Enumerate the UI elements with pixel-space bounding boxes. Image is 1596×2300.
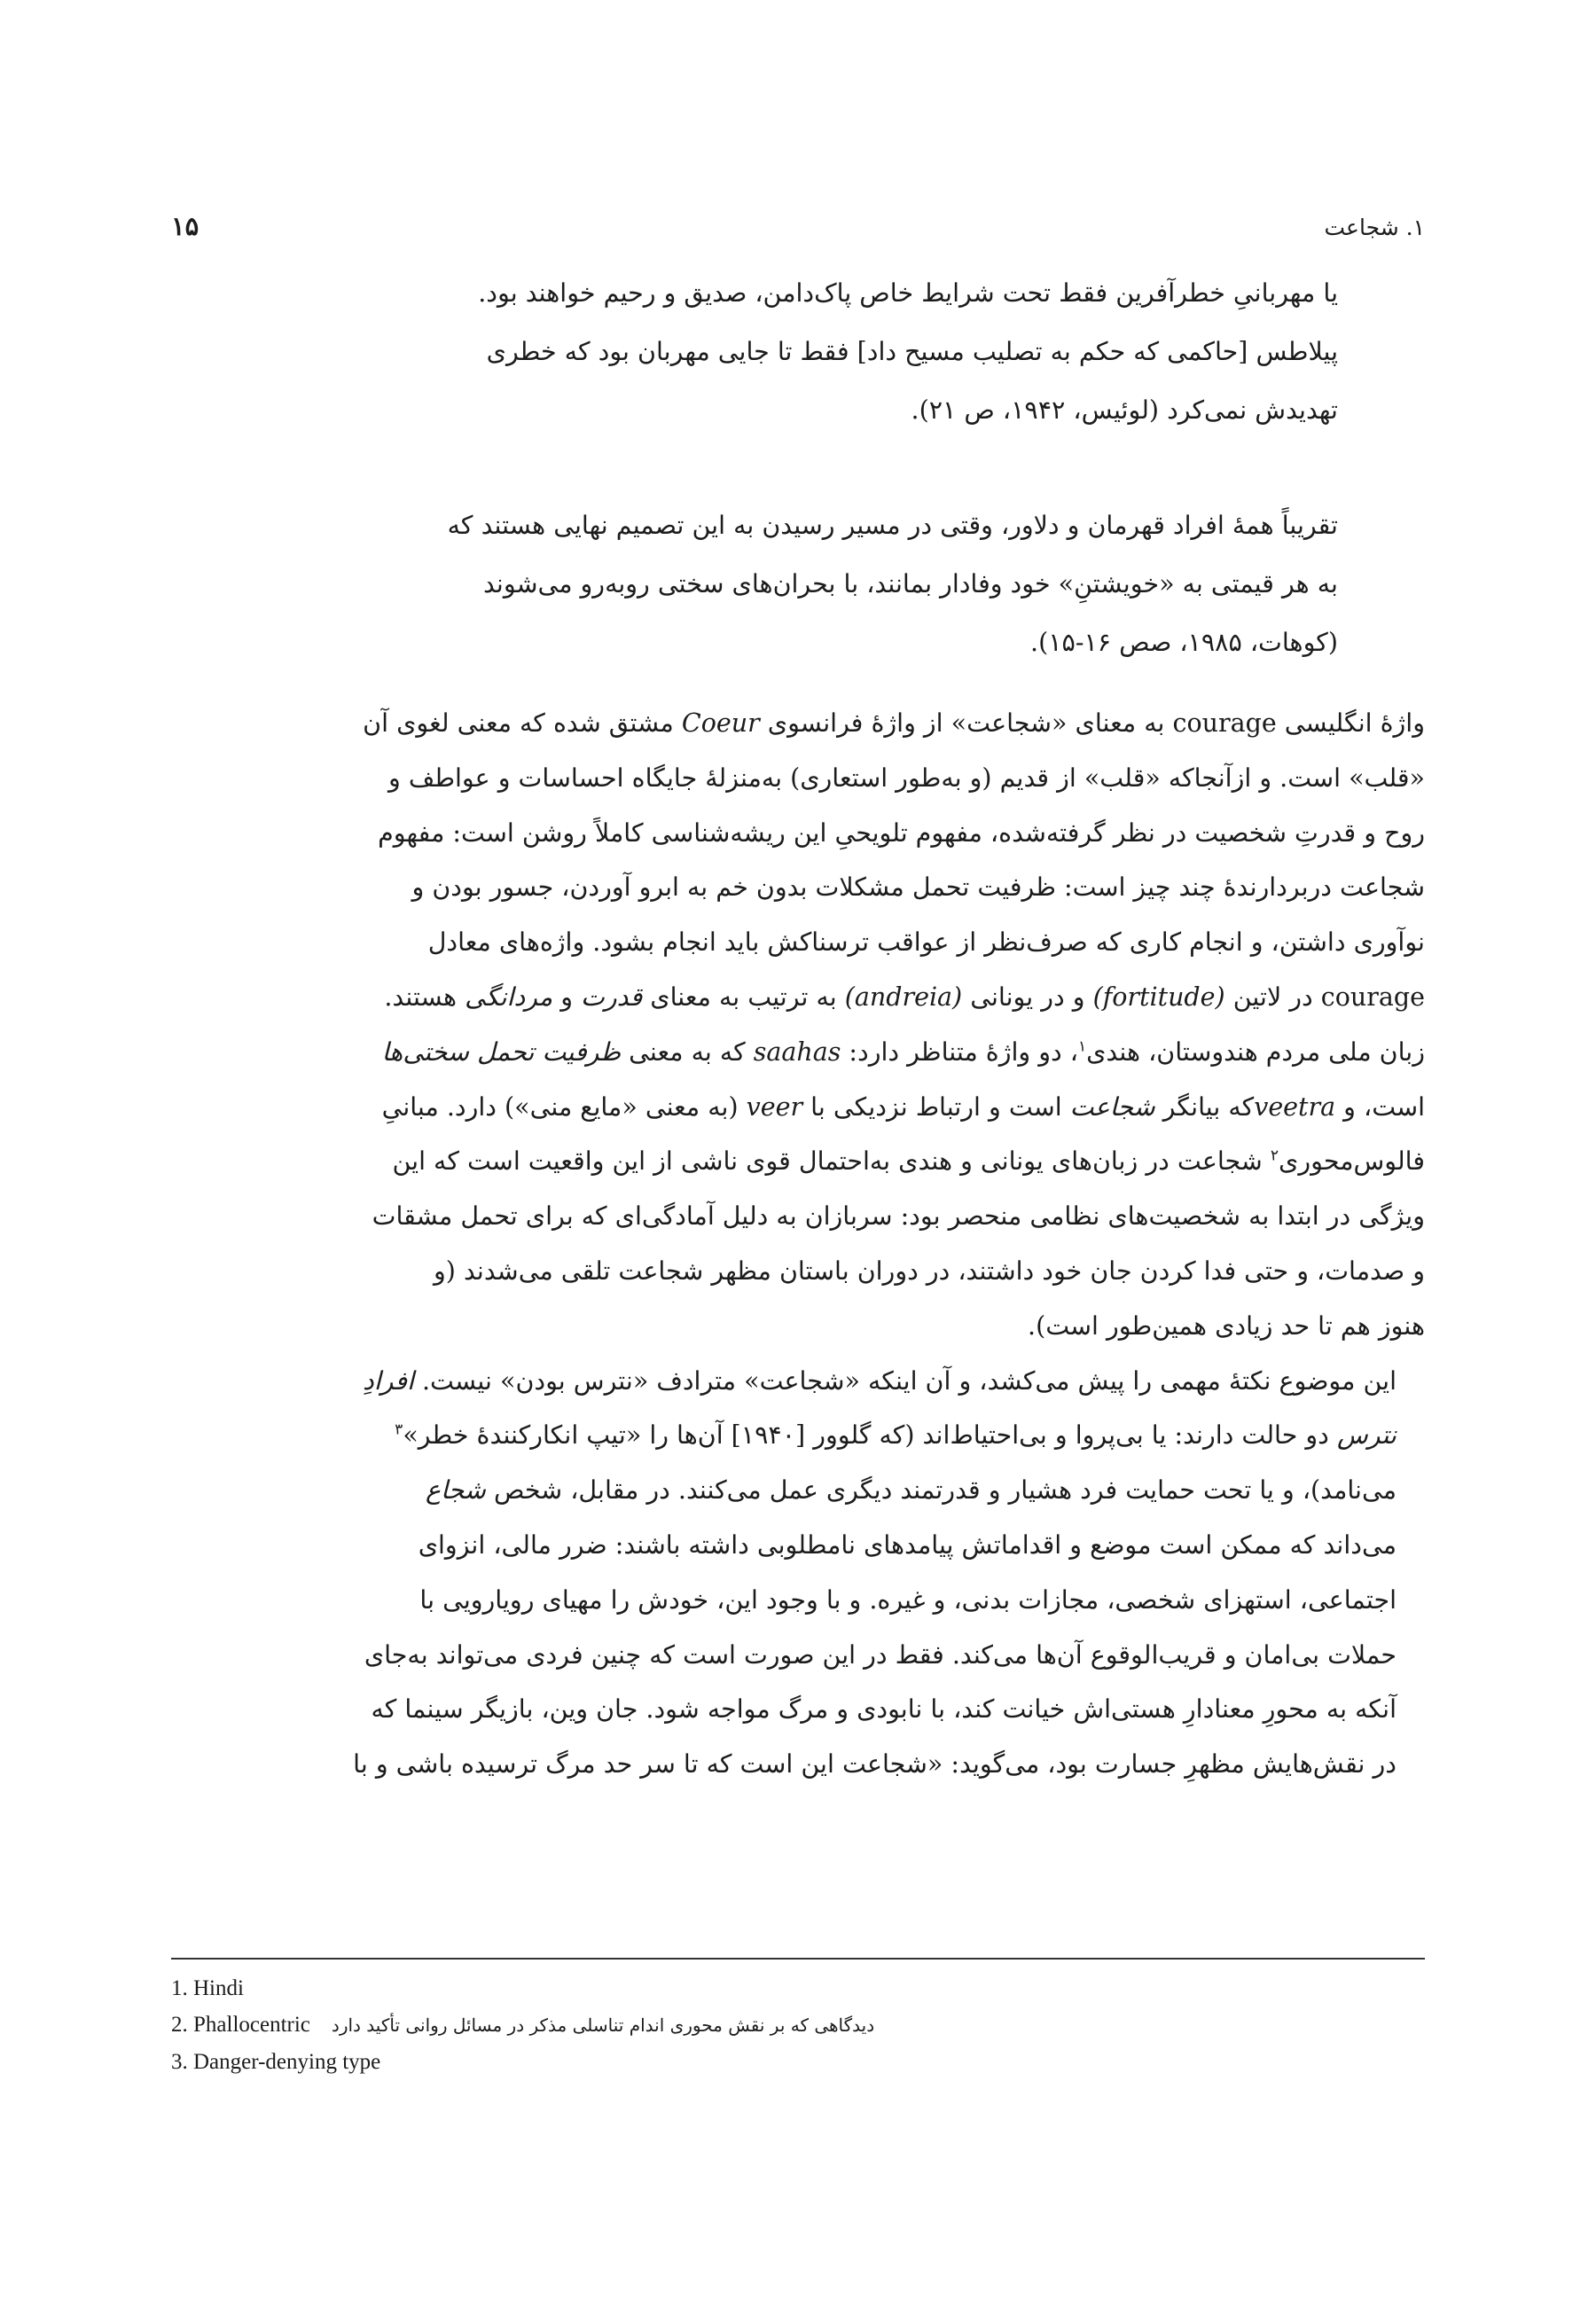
text-line: آنکه به محورِ معنادارِ هستی‌اش خیانت کند، با نابودی و مرگ مواجه شود. جان وین، بازیگر سینما که	[371, 1694, 1396, 1725]
text-line: می‌داند که ممکن است موضع و اقداماتش پیامدهای نامطلوبی داشته باشند: ضرر مالی، انزوای	[418, 1529, 1396, 1560]
text-line: و صدمات، و حتی فدا کردن جان خود داشتند، در دوران باستان مظهر شجاعت تلقی می‌شدند (و	[434, 1256, 1425, 1286]
text-line: شجاعت دربردارندهٔ چند چیز است: ظرفیت تحمل مشکلات بدون خم به ابرو آوردن، جسور بودن و	[411, 872, 1425, 903]
running-header	[171, 211, 1425, 250]
quote-line: به هر قیمتی به «خویشتنِ» خود وفادار بمانند، با بحران‌های سختی روبه‌رو می‌شوند	[482, 569, 1338, 598]
paragraph-fearlessness	[171, 1354, 1425, 1792]
text-line: است، و veetraکه بیانگر شجاعت است و ارتباط نزدیکی با veer (به معنی «مایع منی») دارد. مبانیِ	[381, 1091, 1425, 1122]
text-line: نترس دو حالت دارند: یا بی‌پروا و بی‌احتیاط‌اند (که گلوور [۱۹۴۰] آن‌ها را «تیپ انکارکنندهٔ خطر»$^۳$	[395, 1420, 1396, 1451]
page-number: ۱۵	[171, 211, 200, 241]
text-line: نوآوری داشتن، و انجام کاری که صرف‌نظر از عواقب ترسناکش باید انجام بشود. واژه‌های معادل	[427, 927, 1425, 958]
text-line: ویژگی در ابتدا به شخصیت‌های نظامی منحصر بود: سربازان به دلیل آمادگی‌ای که برای تحمل مشقات	[372, 1201, 1425, 1232]
footnote-2: 2. Phallocentric دیدگاهی که بر نقش محوری اندام تناسلی مذکر در مسائل روانی تأکید دارد	[171, 2013, 875, 2037]
quote-line: تهدیدش نمی‌کرد (لوئیس، ۱۹۴۲، ص ۲۱).	[911, 395, 1338, 425]
text-line: «قلب» است. و ازآنجاکه «قلب» از قدیم (و به‌طور استعاری) به‌منزلهٔ جایگاه احساسات و عواطف و	[388, 763, 1425, 793]
footnote-ref[interactable]: ۲	[1270, 1146, 1279, 1165]
quote-line: تقریباً همهٔ افراد قهرمان و دلاور، وقتی در مسیر رسیدن به این تصمیم نهایی هستند که	[447, 511, 1338, 540]
block-quote-kohut	[270, 497, 1338, 672]
footnote-2-gloss: دیدگاهی که بر نقش محوری اندام تناسلی مذکر در مسائل روانی تأکید دارد	[331, 2014, 875, 2036]
footnote-1: 1. Hindi	[171, 1976, 244, 2000]
text-line: فالوس‌محوری$^۲$ شجاعت در زبان‌های یونانی و هندی به‌احتمال قوی ناشی از این واقعیت است که این	[392, 1146, 1425, 1177]
quote-line: پیلاطس [حاکمی که حکم به تصلیب مسیح داد] فقط تا جایی مهربان بود که خطری	[486, 337, 1338, 366]
body-text	[171, 696, 1425, 1792]
quote-line: (کوهات، ۱۹۸۵، صص ۱۶-۱۵).	[1030, 628, 1338, 657]
text-line: زبان ملی مردم هندوستان، هندی$^۱$، دو واژهٔ متناظر دارد: saahas که به معنی ظرفیت تحمل سختی‌ها	[381, 1037, 1425, 1067]
footnote-divider	[171, 1958, 1425, 1960]
footnotes	[171, 1970, 1146, 2080]
chapter-title: ۱. شجاعت	[1324, 215, 1425, 240]
block-quote-lewis	[270, 264, 1338, 440]
footnote-3: 3. Danger-denying type	[171, 2050, 381, 2074]
text-line: اجتماعی، استهزای شخصی، مجازات بدنی، و غیره. و با وجود این، خودش را مهیای رویارویی با	[419, 1584, 1396, 1615]
footnote-ref[interactable]: ۳	[395, 1420, 403, 1439]
text-line: روح و قدرتِ شخصیت در نظر گرفته‌شده، مفهوم تلویحیِ این ریشه‌شناسی کاملاً روشن است: مفهوم	[378, 818, 1425, 848]
text-line: حملات بی‌امان و قریب‌الوقوع آن‌ها می‌کند. فقط در این صورت است که چنین فردی می‌تواند به‌جای	[364, 1639, 1396, 1670]
footnote-ref[interactable]: ۱	[1077, 1037, 1087, 1056]
text-line: می‌نامد)، و یا تحت حمایت فرد هشیار و قدرتمند دیگری عمل می‌کنند. در مقابل، شخص شجاع	[425, 1475, 1396, 1506]
text-line: واژهٔ انگلیسی courage به معنای «شجاعت» از واژهٔ فرانسوی Coeur مشتق شده که معنی لغوی آن	[363, 708, 1425, 738]
paragraph-etymology	[171, 696, 1425, 1354]
text-line: courage در لاتین (fortitude) و در یونانی (andreia) به ترتیب به معنای قدرت و مردانگی هستند.	[384, 982, 1425, 1012]
text-line: این موضوع نکتهٔ مهمی را پیش می‌کشد، و آن اینکه «شجاعت» مترادف «نترس بودن» نیست. افرادِ	[363, 1365, 1396, 1396]
text-line: در نقش‌هایش مظهرِ جسارت بود، می‌گوید: «شجاعت این است که تا سر حد مرگ ترسیده باشی و با	[353, 1749, 1396, 1780]
text-line: هنوز هم تا حد زیادی همین‌طور است).	[1028, 1310, 1425, 1341]
quote-line: یا مهربانیِ خطرآفرین فقط تحت شرایط خاص پاک‌دامن، صدیق و رحیم خواهند بود.	[478, 278, 1338, 308]
